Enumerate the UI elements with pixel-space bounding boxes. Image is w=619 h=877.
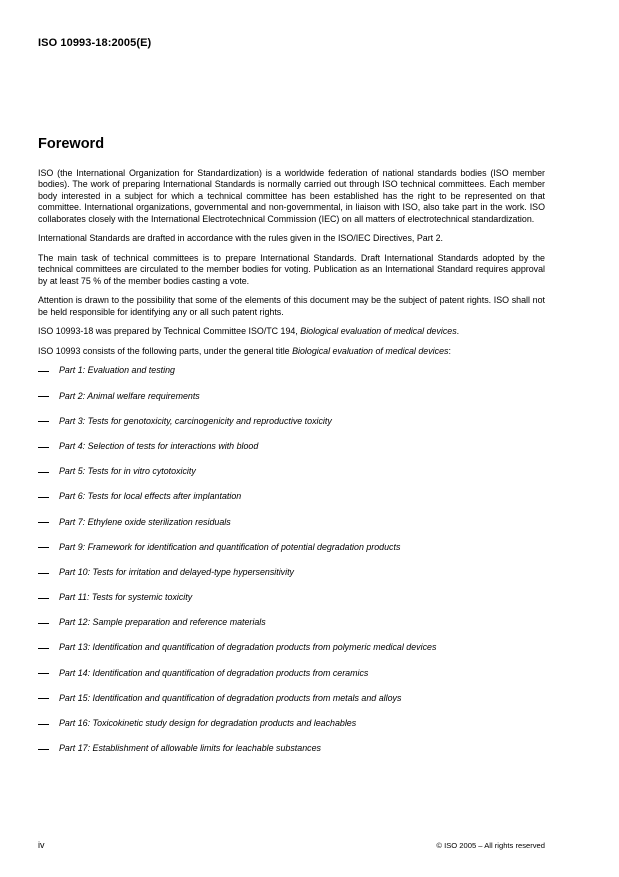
- part-title: Part 2: Animal welfare requirements: [59, 390, 200, 401]
- page-title: Foreword: [38, 136, 105, 152]
- foreword-body: [38, 168, 545, 768]
- part-title: Part 15: Identification and quantification of degradation products from metals and alloys: [59, 692, 402, 703]
- list-item: [38, 718, 545, 743]
- document-id-header: ISO 10993-18:2005(E): [38, 37, 152, 49]
- list-item: [38, 617, 545, 642]
- part-title: Part 11: Tests for systemic toxicity: [59, 592, 193, 603]
- list-item: [38, 693, 545, 718]
- list-item: [38, 743, 545, 768]
- prepared-by-title: Biological evaluation of medical devices: [300, 326, 457, 337]
- part-title: Part 10: Tests for irritation and delayed-type hypersensitivity: [59, 566, 294, 577]
- list-item: [38, 416, 545, 441]
- part-title: Part 9: Framework for identification and quantification of potential degradation products: [59, 541, 401, 552]
- page-number: iv: [38, 840, 45, 850]
- prepared-by-end: .: [456, 326, 460, 337]
- part-title: Part 13: Identification and quantification of degradation products from polymeric medical devices: [59, 642, 437, 653]
- part-title: Part 16: Toxicokinetic study design for degradation products and leachables: [59, 718, 357, 729]
- list-item: [38, 642, 545, 667]
- prepared-by-text: ISO 10993-18 was prepared by Technical Committee ISO/TC 194,: [38, 326, 301, 337]
- part-title: Part 1: Evaluation and testing: [59, 365, 175, 376]
- copyright-notice: © ISO 2005 – All rights reserved: [436, 841, 545, 850]
- part-title: Part 4: Selection of tests for interactions with blood: [59, 440, 259, 451]
- list-item: [38, 491, 545, 516]
- part-title: Part 7: Ethylene oxide sterilization residuals: [59, 516, 231, 527]
- list-item: [38, 592, 545, 617]
- part-title: Part 3: Tests for genotoxicity, carcinogenicity and reproductive toxicity: [59, 415, 332, 426]
- list-item: [38, 466, 545, 491]
- part-title: Part 14: Identification and quantification of degradation products from ceramics: [59, 667, 369, 678]
- list-item: [38, 391, 545, 416]
- paragraph-parts-intro: [38, 346, 545, 357]
- paragraph-technical-committees: The main task of technical committees is to prepare International Standards. Draft International Standards adopted by the technical committees are circulated to the member bodies for voting. Publication as an International Standard requires approval by at least 75 % of the member bodies casting a vote.: [38, 252, 545, 286]
- list-item: [38, 567, 545, 592]
- part-title: Part 5: Tests for in vitro cytotoxicity: [59, 466, 196, 477]
- part-title: Part 17: Establishment of allowable limits for leachable substances: [59, 743, 321, 754]
- paragraph-prepared-by: [38, 326, 545, 337]
- parts-intro-end: :: [448, 345, 451, 356]
- part-title: Part 12: Sample preparation and reference materials: [59, 617, 266, 628]
- parts-list: [38, 365, 545, 768]
- paragraph-iso-intro: ISO (the International Organization for Standardization) is a worldwide federation of national standards bodies (ISO member bodies). The work of preparing International Standards is normally carried out through ISO technical committees. Each member body interested in a subject for which a technical committee has been established has the right to be represented on that committee. International organizations, governmental and non-governmental, in liaison with ISO, also take part in the work. ISO collaborates closely with the International Electrotechnical Commission (IEC) on all matters of electrotechnical standardization.: [38, 168, 545, 224]
- paragraph-directives: International Standards are drafted in accordance with the rules given in the ISO/IEC Directives, Part 2.: [38, 233, 444, 244]
- list-item: [38, 441, 545, 466]
- list-item: [38, 668, 545, 693]
- part-title: Part 6: Tests for local effects after implantation: [59, 491, 242, 502]
- paragraph-patent-rights: Attention is drawn to the possibility that some of the elements of this document may be the subject of patent rights. ISO shall not be held responsible for identifying any or all such patent rights.: [38, 295, 545, 317]
- list-item: [38, 517, 545, 542]
- list-item: [38, 365, 545, 390]
- parts-intro-title: Biological evaluation of medical devices: [292, 345, 449, 356]
- parts-intro-text: ISO 10993 consists of the following parts, under the general title: [38, 345, 293, 356]
- list-item: [38, 542, 545, 567]
